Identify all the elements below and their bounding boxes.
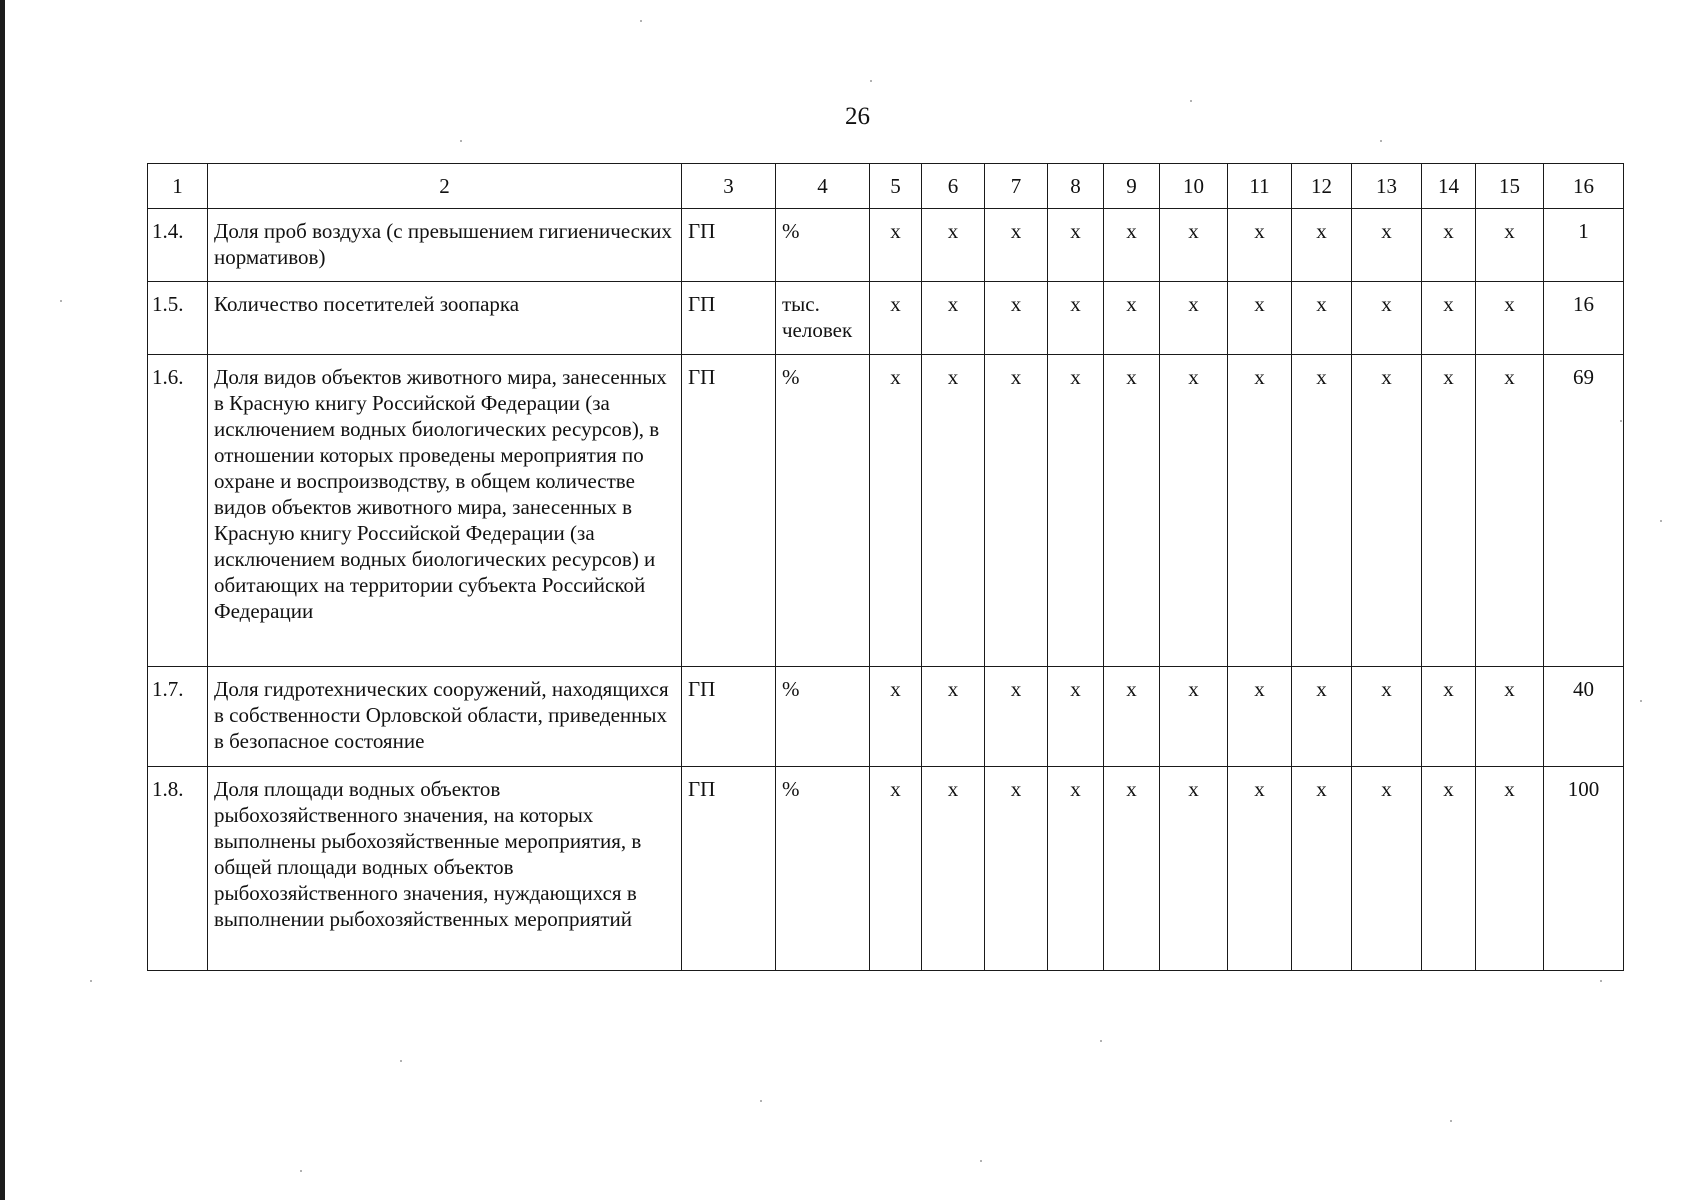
cell-mark: x — [1228, 667, 1292, 767]
column-header: 5 — [870, 164, 922, 209]
cell-mark: x — [1228, 209, 1292, 282]
column-header: 6 — [922, 164, 985, 209]
cell-mark: x — [1160, 282, 1228, 355]
indicator-value: 69 — [1544, 355, 1624, 667]
cell-mark: x — [1422, 209, 1476, 282]
cell-mark: x — [1160, 667, 1228, 767]
cell-mark: x — [1422, 667, 1476, 767]
table-row — [148, 209, 1624, 282]
cell-mark: x — [922, 667, 985, 767]
cell-mark: x — [1104, 209, 1160, 282]
cell-mark: x — [1352, 767, 1422, 971]
indicator-source: ГП — [682, 767, 776, 971]
indicator-value: 100 — [1544, 767, 1624, 971]
column-header: 8 — [1048, 164, 1104, 209]
column-header: 4 — [776, 164, 870, 209]
indicator-source: ГП — [682, 355, 776, 667]
cell-mark: x — [985, 355, 1048, 667]
table-row — [148, 767, 1624, 971]
indicator-source: ГП — [682, 282, 776, 355]
cell-mark: x — [870, 282, 922, 355]
indicator-unit: % — [776, 667, 870, 767]
table-row — [148, 667, 1624, 767]
indicator-name: Доля гидротехнических сооружений, находящихся в собственности Орловской области, приведенных в безопасное состояние — [208, 667, 682, 767]
cell-mark: x — [1160, 767, 1228, 971]
cell-mark: x — [985, 282, 1048, 355]
row-number: 1.8. — [148, 767, 208, 971]
cell-mark: x — [1048, 282, 1104, 355]
cell-mark: x — [985, 667, 1048, 767]
indicator-unit: % — [776, 209, 870, 282]
cell-mark: x — [1352, 667, 1422, 767]
cell-mark: x — [922, 282, 985, 355]
table-row — [148, 282, 1624, 355]
cell-mark: x — [1160, 209, 1228, 282]
indicator-unit: тыс. человек — [776, 282, 870, 355]
cell-mark: x — [1228, 767, 1292, 971]
indicator-unit: % — [776, 767, 870, 971]
cell-mark: x — [922, 355, 985, 667]
indicator-name: Доля площади водных объектов рыбохозяйственного значения, на которых выполнены рыбохозяйственные мероприятия, в общей площади водных объектов рыбохозяйственного значения, нуждающихся в выполнении рыбохозяйственных мероприятий — [208, 767, 682, 971]
cell-mark: x — [1476, 355, 1544, 667]
indicator-unit: % — [776, 355, 870, 667]
column-header: 13 — [1352, 164, 1422, 209]
cell-mark: x — [1422, 355, 1476, 667]
scan-edge — [0, 0, 5, 1200]
row-number: 1.5. — [148, 282, 208, 355]
cell-mark: x — [1476, 282, 1544, 355]
row-number: 1.7. — [148, 667, 208, 767]
cell-mark: x — [1476, 767, 1544, 971]
cell-mark: x — [1292, 667, 1352, 767]
indicator-value: 1 — [1544, 209, 1624, 282]
cell-mark: x — [870, 767, 922, 971]
indicator-source: ГП — [682, 667, 776, 767]
column-header: 3 — [682, 164, 776, 209]
row-number: 1.4. — [148, 209, 208, 282]
cell-mark: x — [1160, 355, 1228, 667]
cell-mark: x — [1104, 767, 1160, 971]
cell-mark: x — [1422, 767, 1476, 971]
cell-mark: x — [1104, 355, 1160, 667]
cell-mark: x — [1048, 667, 1104, 767]
row-number: 1.6. — [148, 355, 208, 667]
table-row — [148, 355, 1624, 667]
cell-mark: x — [1422, 282, 1476, 355]
cell-mark: x — [1048, 355, 1104, 667]
column-header: 10 — [1160, 164, 1228, 209]
indicator-value: 16 — [1544, 282, 1624, 355]
cell-mark: x — [922, 209, 985, 282]
cell-mark: x — [1104, 667, 1160, 767]
cell-mark: x — [870, 209, 922, 282]
indicator-name: Количество посетителей зоопарка — [208, 282, 682, 355]
cell-mark: x — [1048, 767, 1104, 971]
cell-mark: x — [1228, 282, 1292, 355]
cell-mark: x — [1352, 282, 1422, 355]
cell-mark: x — [985, 209, 1048, 282]
column-header: 16 — [1544, 164, 1624, 209]
cell-mark: x — [1048, 209, 1104, 282]
column-header: 15 — [1476, 164, 1544, 209]
cell-mark: x — [1292, 767, 1352, 971]
cell-mark: x — [1228, 355, 1292, 667]
cell-mark: x — [1104, 282, 1160, 355]
cell-mark: x — [1352, 209, 1422, 282]
page-number: 26 — [845, 103, 870, 130]
column-header: 1 — [148, 164, 208, 209]
column-header: 7 — [985, 164, 1048, 209]
cell-mark: x — [985, 767, 1048, 971]
indicator-name: Доля видов объектов животного мира, занесенных в Красную книгу Российской Федерации (за исключением водных биологических ресурсов), в отношении которых проведены мероприятия по охране и воспроизводству, в общем количестве видов объектов животного мира, занесенных в Красную книгу Российской Федерации (за исключением водных биологических ресурсов) и обитающих на территории субъекта Российской Федерации — [208, 355, 682, 667]
cell-mark: x — [1292, 355, 1352, 667]
cell-mark: x — [1476, 667, 1544, 767]
indicator-value: 40 — [1544, 667, 1624, 767]
column-header: 12 — [1292, 164, 1352, 209]
cell-mark: x — [870, 355, 922, 667]
cell-mark: x — [1292, 282, 1352, 355]
cell-mark: x — [870, 667, 922, 767]
cell-mark: x — [922, 767, 985, 971]
cell-mark: x — [1476, 209, 1544, 282]
indicator-source: ГП — [682, 209, 776, 282]
indicators-table — [147, 163, 1624, 971]
indicator-name: Доля проб воздуха (с превышением гигиенических нормативов) — [208, 209, 682, 282]
column-header: 9 — [1104, 164, 1160, 209]
column-header: 14 — [1422, 164, 1476, 209]
cell-mark: x — [1352, 355, 1422, 667]
table-header-row — [148, 164, 1624, 209]
column-header: 11 — [1228, 164, 1292, 209]
column-header: 2 — [208, 164, 682, 209]
cell-mark: x — [1292, 209, 1352, 282]
